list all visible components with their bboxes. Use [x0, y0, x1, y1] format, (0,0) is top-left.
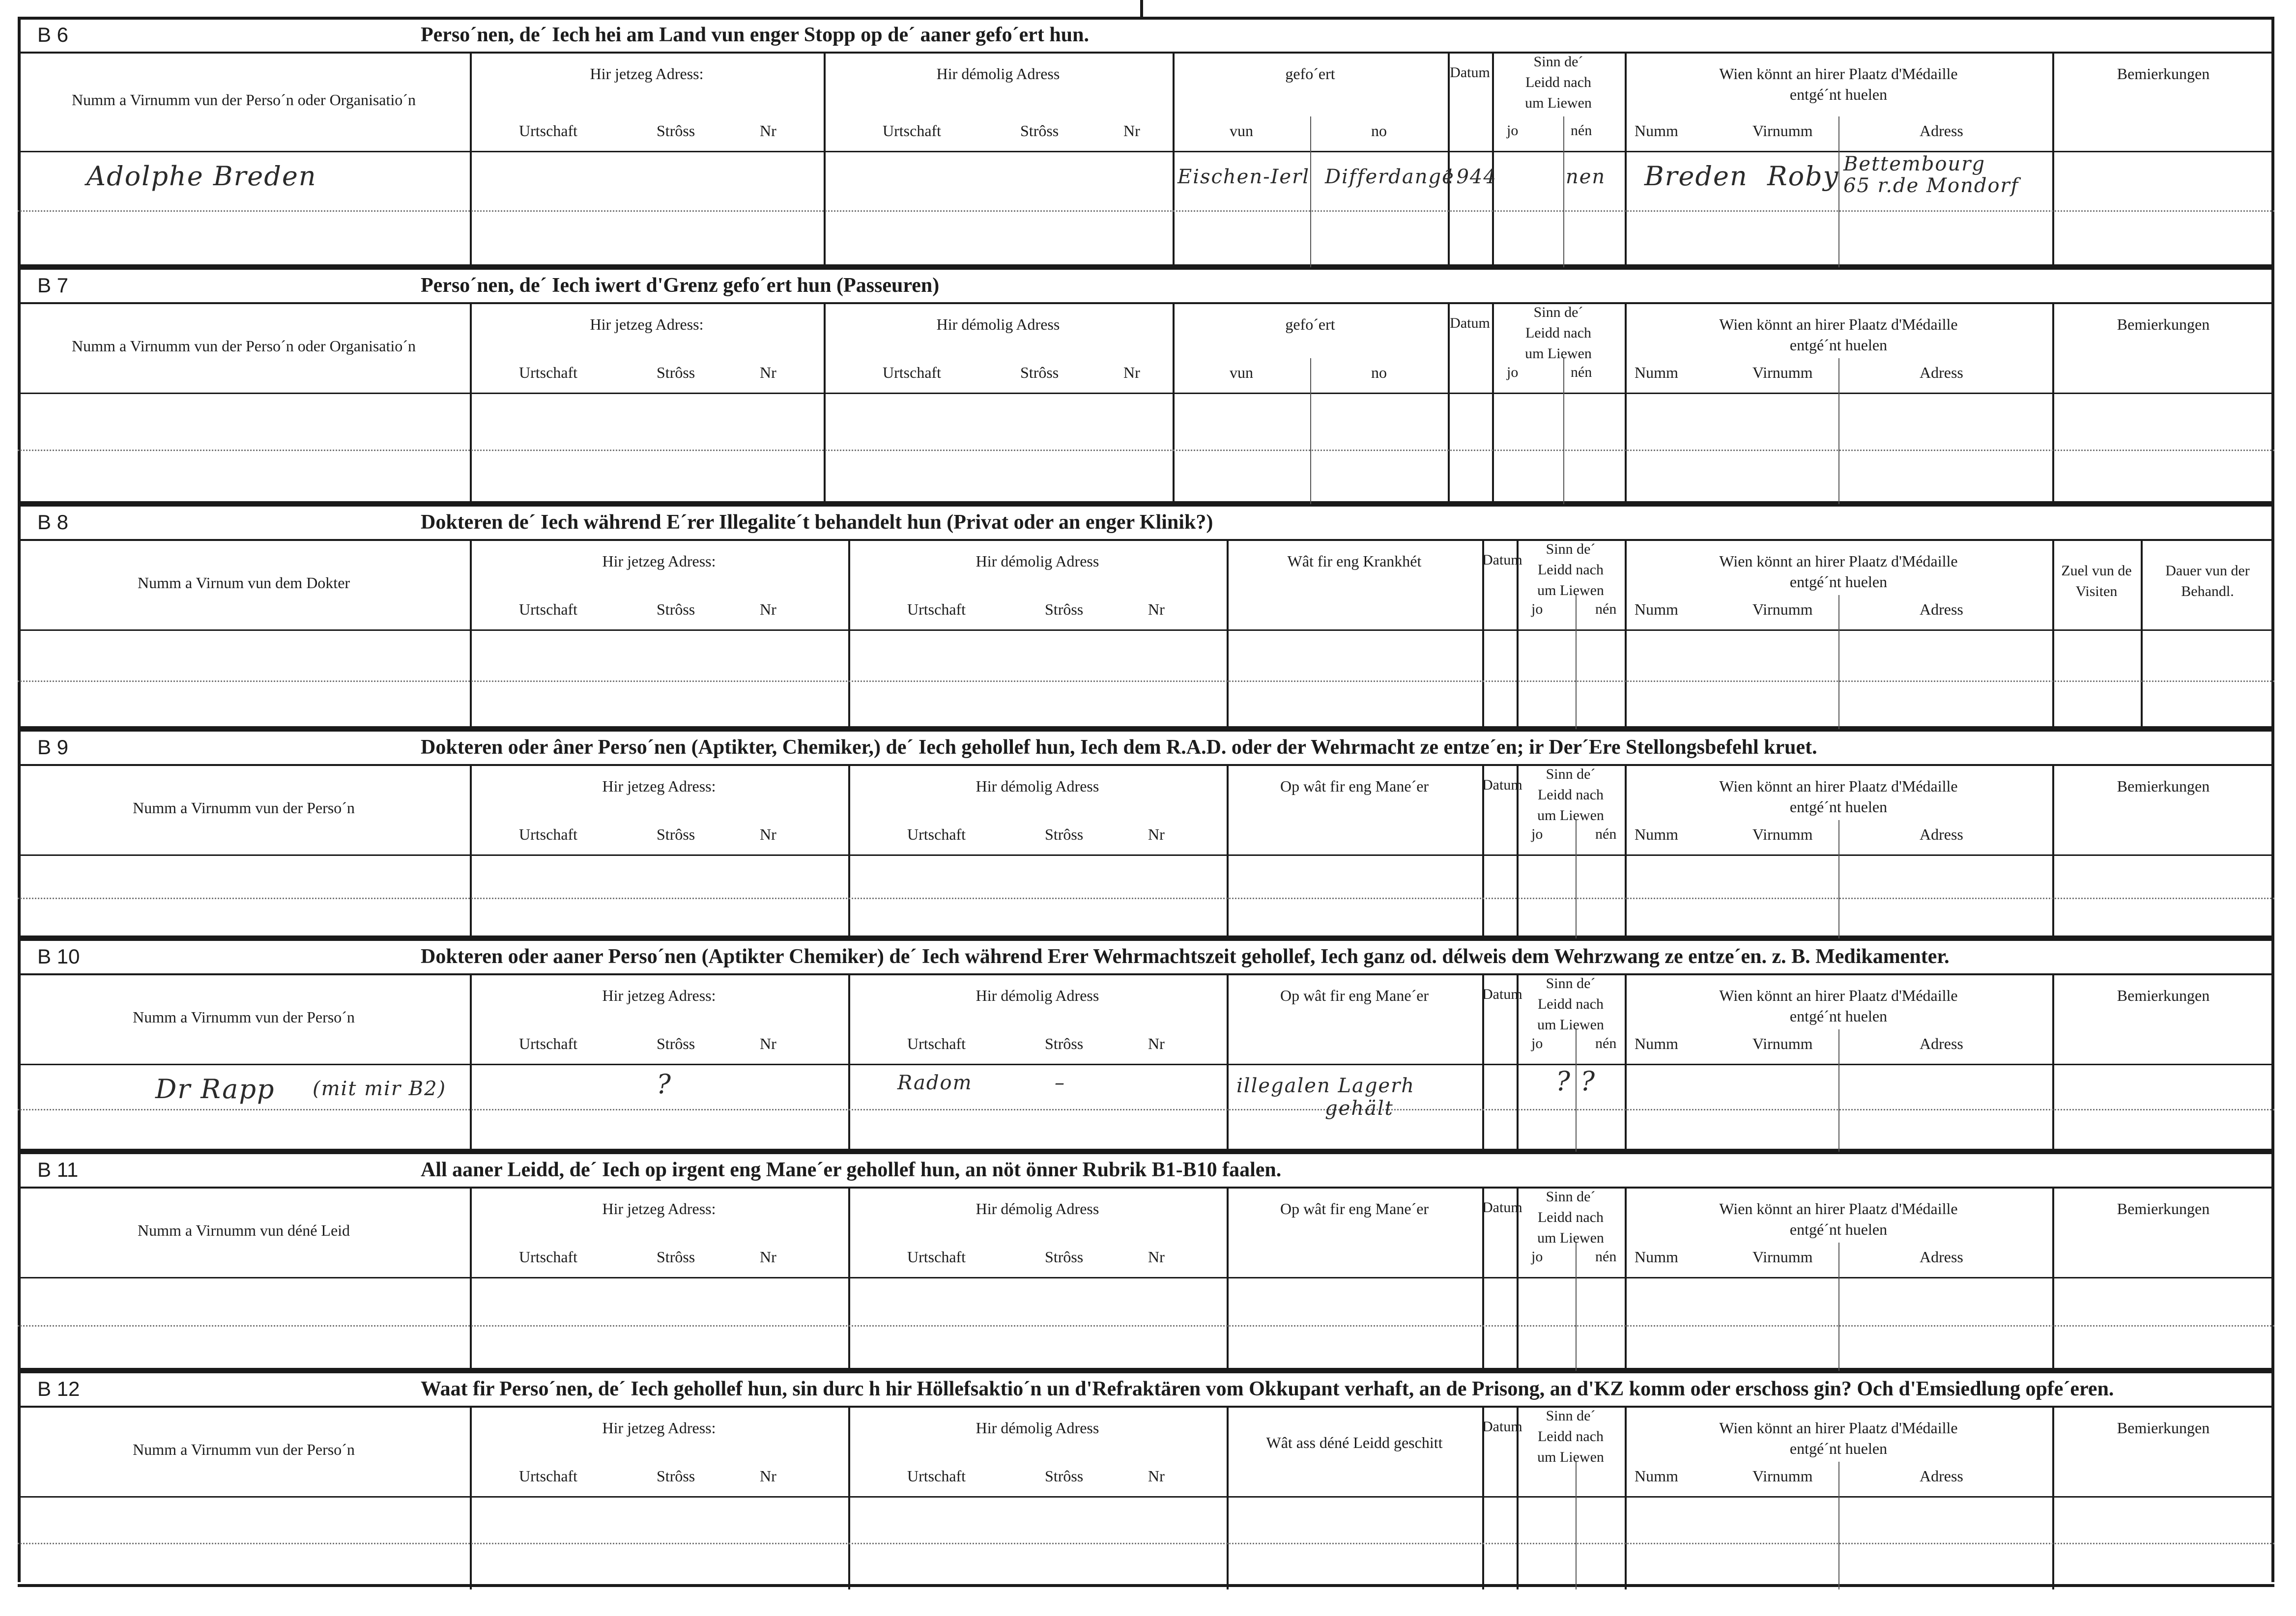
handwritten-former-dash: – — [1055, 1072, 1065, 1094]
alive-header-3: um Liewen — [1525, 95, 1592, 111]
date-header: Datum — [1482, 777, 1522, 793]
current-street-header: Strôss — [657, 1248, 695, 1266]
alive-header-2: Leidd nach — [1537, 787, 1604, 803]
current-street-header: Strôss — [657, 122, 695, 140]
current-nr-header: Nr — [760, 600, 776, 618]
former-street-header: Strôss — [1045, 1035, 1084, 1052]
current-nr-header: Nr — [760, 1248, 776, 1266]
name-column-header: Numm a Virnumm vun der Perso´n oder Organisatio´n — [72, 91, 416, 109]
alive-header-3: um Liewen — [1537, 1449, 1604, 1465]
subcolumn-divider — [1838, 358, 1839, 507]
alive-yes-header: jo — [1531, 1035, 1543, 1051]
alive-header-3: um Liewen — [1537, 582, 1604, 598]
medal-firstname-header: Virnumm — [1752, 1467, 1813, 1485]
current-address-header: Hir jetzeg Adress: — [602, 1200, 716, 1218]
former-town-header: Urtschaft — [907, 1035, 966, 1052]
former-street-header: Strôss — [1045, 1248, 1084, 1266]
section-title: Perso´nen, de´ Iech hei am Land vun enger Stopp op de´ aaner gefo´ert hun. — [421, 24, 1089, 46]
subcolumn-divider — [1838, 820, 1839, 941]
header-divider — [18, 393, 2274, 394]
top-divider — [1140, 0, 1143, 17]
current-street-header: Strôss — [657, 825, 695, 843]
former-nr-header: Nr — [1148, 825, 1165, 843]
manner-header: Op wât fir eng Mane´er — [1280, 777, 1429, 795]
current-nr-header: Nr — [760, 1467, 776, 1485]
current-town-header: Urtschaft — [519, 1248, 578, 1266]
current-town-header: Urtschaft — [519, 825, 578, 843]
medal-surname-header: Numm — [1635, 122, 1678, 140]
medal-firstname-header: Virnumm — [1752, 600, 1813, 618]
handwritten-to: Differdange — [1325, 166, 1455, 188]
row-guide — [18, 1543, 2274, 1544]
current-address-header: Hir jetzeg Adress: — [590, 315, 704, 333]
table-column — [18, 1189, 470, 1373]
subcolumn-divider — [1576, 1243, 1577, 1373]
current-nr-header: Nr — [760, 1035, 776, 1052]
medal-header-1: Wien könnt an hirer Plaatz d'Médaille — [1719, 987, 1958, 1004]
manner-header: Wât ass déné Leidd geschitt — [1266, 1434, 1443, 1451]
section-table — [18, 54, 2274, 270]
former-nr-header: Nr — [1123, 364, 1140, 381]
alive-header-1: Sinn de´ — [1533, 304, 1583, 320]
former-nr-header: Nr — [1148, 1467, 1165, 1485]
handwritten-manner-2: gehält — [1325, 1097, 1394, 1120]
former-nr-header: Nr — [1148, 600, 1165, 618]
section-code: B 7 — [37, 274, 69, 297]
former-street-header: Strôss — [1045, 1467, 1084, 1485]
section-table — [18, 975, 2274, 1154]
table-column — [1448, 54, 1492, 270]
section-code: B 10 — [37, 945, 80, 968]
table-column — [18, 1408, 470, 1589]
former-address-header: Hir démolig Adress — [936, 315, 1060, 333]
remarks-header: Bemierkungen — [2117, 777, 2210, 795]
header-divider — [18, 629, 2274, 631]
row-guide — [18, 1109, 2274, 1110]
medal-header-1: Wien könnt an hirer Plaatz d'Médaille — [1719, 1200, 1958, 1218]
current-town-header: Urtschaft — [519, 122, 578, 140]
medal-address-header: Adress — [1920, 1248, 1963, 1266]
visits-header: Zuel vun de Visiten — [2061, 563, 2132, 599]
medal-header-2: entgé´nt huelen — [1789, 573, 1888, 591]
alive-header-1: Sinn de´ — [1546, 766, 1596, 782]
medal-firstname-header: Virnumm — [1752, 825, 1813, 843]
section-title-bar — [18, 270, 2274, 304]
former-address-header: Hir démolig Adress — [976, 987, 1099, 1004]
alive-header-3: um Liewen — [1537, 807, 1604, 823]
alive-header-1: Sinn de´ — [1546, 1189, 1596, 1205]
alive-header-1: Sinn de´ — [1546, 1408, 1596, 1424]
medal-address-header: Adress — [1920, 1467, 1963, 1485]
section-b9 — [18, 729, 2274, 938]
section-code: B 8 — [37, 510, 69, 534]
alive-no-header: nén — [1595, 1035, 1617, 1051]
handwritten-name: Adolphe Breden — [86, 161, 317, 192]
table-column — [18, 304, 470, 507]
subcolumn-divider — [1576, 1462, 1577, 1589]
former-town-header: Urtschaft — [907, 600, 966, 618]
medal-header-1: Wien könnt an hirer Plaatz d'Médaille — [1719, 65, 1958, 83]
former-address-header: Hir démolig Adress — [976, 777, 1099, 795]
name-column-header: Numm a Virnumm vun der Perso´n — [133, 1008, 355, 1026]
former-nr-header: Nr — [1148, 1248, 1165, 1266]
table-column — [824, 54, 1173, 270]
date-header: Datum — [1482, 1418, 1522, 1435]
name-column-header: Numm a Virnumm vun der Perso´n — [133, 1441, 355, 1458]
alive-yes-header: jo — [1507, 364, 1519, 380]
table-column — [2052, 54, 2274, 270]
alive-header-2: Leidd nach — [1525, 325, 1592, 341]
medal-address-header: Adress — [1920, 600, 1963, 618]
current-nr-header: Nr — [760, 122, 776, 140]
header-divider — [18, 854, 2274, 856]
current-address-header: Hir jetzeg Adress: — [602, 552, 716, 570]
alive-no-header: nén — [1571, 122, 1592, 139]
alive-yes-header: jo — [1507, 122, 1519, 139]
handwritten-medal-surname: Breden — [1644, 161, 1748, 192]
header-divider — [18, 1496, 2274, 1498]
section-table — [18, 541, 2274, 732]
current-address-header: Hir jetzeg Adress: — [602, 987, 716, 1004]
table-column — [18, 766, 470, 941]
manner-header: Op wât fir eng Mane´er — [1280, 1200, 1429, 1218]
alive-no-header: nén — [1571, 364, 1592, 380]
section-table — [18, 766, 2274, 941]
medal-firstname-header: Virnumm — [1752, 122, 1813, 140]
former-town-header: Urtschaft — [883, 364, 942, 381]
medal-header-2: entgé´nt huelen — [1789, 85, 1888, 103]
name-column-header: Numm a Virnumm vun der Perso´n — [133, 799, 355, 817]
handwritten-medal-address-1: Bettembourg — [1843, 153, 1985, 175]
transported-from-header: vun — [1230, 364, 1253, 381]
handwritten-no-alive: nen — [1566, 166, 1606, 188]
handwritten-medal-address-2: 65 r.de Mondorf — [1843, 174, 2019, 197]
handwritten-current-address: ? — [657, 1069, 672, 1100]
former-street-header: Strôss — [1020, 364, 1059, 381]
medal-surname-header: Numm — [1635, 364, 1678, 381]
current-town-header: Urtschaft — [519, 1467, 578, 1485]
alive-header-2: Leidd nach — [1537, 562, 1604, 578]
section-table — [18, 304, 2274, 507]
header-divider — [18, 1277, 2274, 1278]
current-address-header: Hir jetzeg Adress: — [590, 65, 704, 83]
row-guide — [18, 450, 2274, 451]
section-table — [18, 1408, 2274, 1589]
medal-surname-header: Numm — [1635, 1467, 1678, 1485]
medal-surname-header: Numm — [1635, 600, 1678, 618]
date-header: Datum — [1482, 986, 1522, 1002]
table-column — [470, 54, 824, 270]
date-header: Datum — [1482, 1199, 1522, 1216]
current-address-header: Hir jetzeg Adress: — [602, 1419, 716, 1437]
medal-surname-header: Numm — [1635, 1035, 1678, 1052]
name-column-header: Numm a Virnumm vun déné Leid — [137, 1221, 350, 1239]
current-street-header: Strôss — [657, 364, 695, 381]
date-header: Datum — [1450, 64, 1490, 81]
medal-header-2: entgé´nt huelen — [1789, 1007, 1888, 1025]
handwritten-medal-firstname: Roby — [1767, 161, 1839, 192]
subcolumn-divider — [1838, 116, 1839, 270]
subcolumn-divider — [1576, 595, 1577, 732]
section-title-bar — [18, 1373, 2274, 1408]
row-guide — [18, 210, 2274, 212]
current-address-header: Hir jetzeg Adress: — [602, 777, 716, 795]
former-street-header: Strôss — [1045, 600, 1084, 618]
section-code: B 6 — [37, 23, 69, 46]
section-title-bar — [18, 19, 2274, 54]
manner-header: Op wât fir eng Mane´er — [1280, 987, 1429, 1004]
alive-yes-header: jo — [1531, 826, 1543, 842]
medal-header-1: Wien könnt an hirer Plaatz d'Médaille — [1719, 777, 1958, 795]
former-town-header: Urtschaft — [907, 1467, 966, 1485]
handwritten-alive-mark: ? ? — [1556, 1066, 1596, 1097]
alive-header-2: Leidd nach — [1537, 996, 1604, 1012]
current-street-header: Strôss — [657, 1467, 695, 1485]
medal-header-1: Wien könnt an hirer Plaatz d'Médaille — [1719, 552, 1958, 570]
section-title-bar — [18, 507, 2274, 541]
alive-header-2: Leidd nach — [1525, 74, 1592, 90]
medal-address-header: Adress — [1920, 1035, 1963, 1052]
section-title-bar — [18, 1154, 2274, 1189]
handwritten-former-town: Radom — [897, 1072, 973, 1094]
name-column-header: Numm a Virnum vun dem Dokter — [137, 574, 350, 592]
transported-to-header: no — [1371, 122, 1387, 140]
section-title: Dokteren oder aaner Perso´nen (Aptikter Chemiker) de´ Iech während Erer Wehrmachtszeit gehollef, Iech ganz od. délweis dem Wehrzwang ze entze´en. z. B. Medikamenter. — [421, 945, 1950, 968]
medal-header-2: entgé´nt huelen — [1789, 798, 1888, 816]
handwritten-manner-1: illegalen Lagerh — [1236, 1075, 1415, 1097]
alive-header-1: Sinn de´ — [1546, 541, 1596, 557]
handwritten-from: Eischen-Ierl — [1177, 166, 1310, 188]
medal-header-1: Wien könnt an hirer Plaatz d'Médaille — [1719, 1419, 1958, 1437]
alive-no-header: nén — [1595, 601, 1617, 617]
medal-firstname-header: Virnumm — [1752, 1248, 1813, 1266]
medal-address-header: Adress — [1920, 825, 1963, 843]
row-guide — [18, 898, 2274, 899]
transported-to-header: no — [1371, 364, 1387, 381]
subcolumn-divider — [1838, 595, 1839, 732]
manner-header: Wât fir eng Krankhét — [1287, 552, 1422, 570]
former-address-header: Hir démolig Adress — [976, 552, 1099, 570]
name-column-header: Numm a Virnumm vun der Perso´n oder Organisatio´n — [72, 337, 416, 355]
remarks-header: Bemierkungen — [2117, 65, 2210, 83]
table-column — [18, 541, 470, 732]
medal-surname-header: Numm — [1635, 1248, 1678, 1266]
medal-firstname-header: Virnumm — [1752, 364, 1813, 381]
treatment-duration-header: Dauer vun der Behandl. — [2165, 563, 2250, 599]
former-town-header: Urtschaft — [883, 122, 942, 140]
alive-no-header: nén — [1595, 1248, 1617, 1265]
date-header: Datum — [1450, 315, 1490, 331]
medal-firstname-header: Virnumm — [1752, 1035, 1813, 1052]
section-b11 — [18, 1152, 2274, 1371]
alive-header-2: Leidd nach — [1537, 1209, 1604, 1225]
remarks-header: Bemierkungen — [2117, 987, 2210, 1004]
section-code: B 12 — [37, 1377, 80, 1400]
remarks-header: Bemierkungen — [2117, 315, 2210, 333]
medal-header-1: Wien könnt an hirer Plaatz d'Médaille — [1719, 315, 1958, 333]
alive-header-3: um Liewen — [1537, 1017, 1604, 1033]
medal-address-header: Adress — [1920, 122, 1963, 140]
section-b7 — [18, 267, 2274, 504]
medal-header-2: entgé´nt huelen — [1789, 336, 1888, 354]
former-address-header: Hir démolig Adress — [976, 1200, 1099, 1218]
remarks-header: Bemierkungen — [2117, 1200, 2210, 1218]
table-column — [1448, 304, 1492, 507]
current-nr-header: Nr — [760, 825, 776, 843]
former-street-header: Strôss — [1045, 825, 1084, 843]
subcolumn-divider — [1563, 358, 1564, 507]
former-street-header: Strôss — [1020, 122, 1059, 140]
alive-yes-header: jo — [1531, 601, 1543, 617]
medal-surname-header: Numm — [1635, 825, 1678, 843]
header-divider — [18, 151, 2274, 152]
section-title: Dokteren oder âner Perso´nen (Aptikter, Chemiker,) de´ Iech gehollef hun, Iech dem R.A.D. oder der Wehrmacht ze entze´en; ir Der´Ere Stellongsbefehl kruet. — [421, 736, 1817, 759]
subcolumn-divider — [1838, 1029, 1839, 1154]
medal-address-header: Adress — [1920, 364, 1963, 381]
section-title-bar — [18, 941, 2274, 975]
subcolumn-divider — [1838, 1462, 1839, 1589]
alive-header-3: um Liewen — [1525, 345, 1592, 362]
remarks-header: Bemierkungen — [2117, 1419, 2210, 1437]
handwritten-name-note: (mit mir B2) — [313, 1077, 447, 1100]
medal-header-2: entgé´nt huelen — [1789, 1440, 1888, 1457]
current-street-header: Strôss — [657, 1035, 695, 1052]
section-title: Waat fir Perso´nen, de´ Iech gehollef hun, sin durc h hir Höllefsaktio´n un d'Refraktären vom Okkupant verhaft, an de Prisong, an d'KZ komm oder erschoss gin? Och d'Emsiedlung opfe´eren. — [421, 1378, 2114, 1400]
former-address-header: Hir démolig Adress — [936, 65, 1060, 83]
transported-from-header: vun — [1230, 122, 1253, 140]
current-town-header: Urtschaft — [519, 1035, 578, 1052]
header-divider — [18, 1064, 2274, 1065]
section-code: B 9 — [37, 736, 69, 759]
transported-header: gefo´ert — [1285, 315, 1335, 333]
row-guide — [18, 1325, 2274, 1327]
date-header: Datum — [1482, 552, 1522, 568]
former-nr-header: Nr — [1123, 122, 1140, 140]
handwritten-name: Dr Rapp — [155, 1074, 275, 1105]
current-town-header: Urtschaft — [519, 364, 578, 381]
former-nr-header: Nr — [1148, 1035, 1165, 1052]
subcolumn-divider — [1563, 116, 1564, 270]
section-title: Perso´nen, de´ Iech iwert d'Grenz gefo´ert hun (Passeuren) — [421, 274, 940, 297]
alive-no-header: nén — [1595, 826, 1617, 842]
medal-header-2: entgé´nt huelen — [1789, 1220, 1888, 1238]
section-title-bar — [18, 732, 2274, 766]
section-b6 — [18, 17, 2274, 267]
section-title: All aaner Leidd, de´ Iech op irgent eng Mane´er gehollef hun, an nöt önner Rubrik B1-B10 faalen. — [421, 1159, 1282, 1181]
alive-yes-header: jo — [1531, 1248, 1543, 1265]
alive-header-1: Sinn de´ — [1546, 975, 1596, 992]
section-code: B 11 — [37, 1158, 79, 1181]
section-table — [18, 1189, 2274, 1373]
current-nr-header: Nr — [760, 364, 776, 381]
transported-header: gefo´ert — [1285, 65, 1335, 83]
current-street-header: Strôss — [657, 600, 695, 618]
section-b12 — [18, 1371, 2274, 1587]
former-address-header: Hir démolig Adress — [976, 1419, 1099, 1437]
subcolumn-divider — [1838, 1243, 1839, 1373]
alive-header-2: Leidd nach — [1537, 1428, 1604, 1445]
former-town-header: Urtschaft — [907, 1248, 966, 1266]
handwritten-date: 1944 — [1443, 166, 1497, 188]
section-b8 — [18, 504, 2274, 729]
section-b10 — [18, 938, 2274, 1152]
alive-header-1: Sinn de´ — [1533, 54, 1583, 70]
row-guide — [18, 680, 2274, 682]
subcolumn-divider — [1576, 820, 1577, 941]
former-town-header: Urtschaft — [907, 825, 966, 843]
alive-header-3: um Liewen — [1537, 1230, 1604, 1246]
current-town-header: Urtschaft — [519, 600, 578, 618]
section-title: Dokteren de´ Iech während E´rer Illegalite´t behandelt hun (Privat oder an enger Klinik?) — [421, 511, 1213, 534]
